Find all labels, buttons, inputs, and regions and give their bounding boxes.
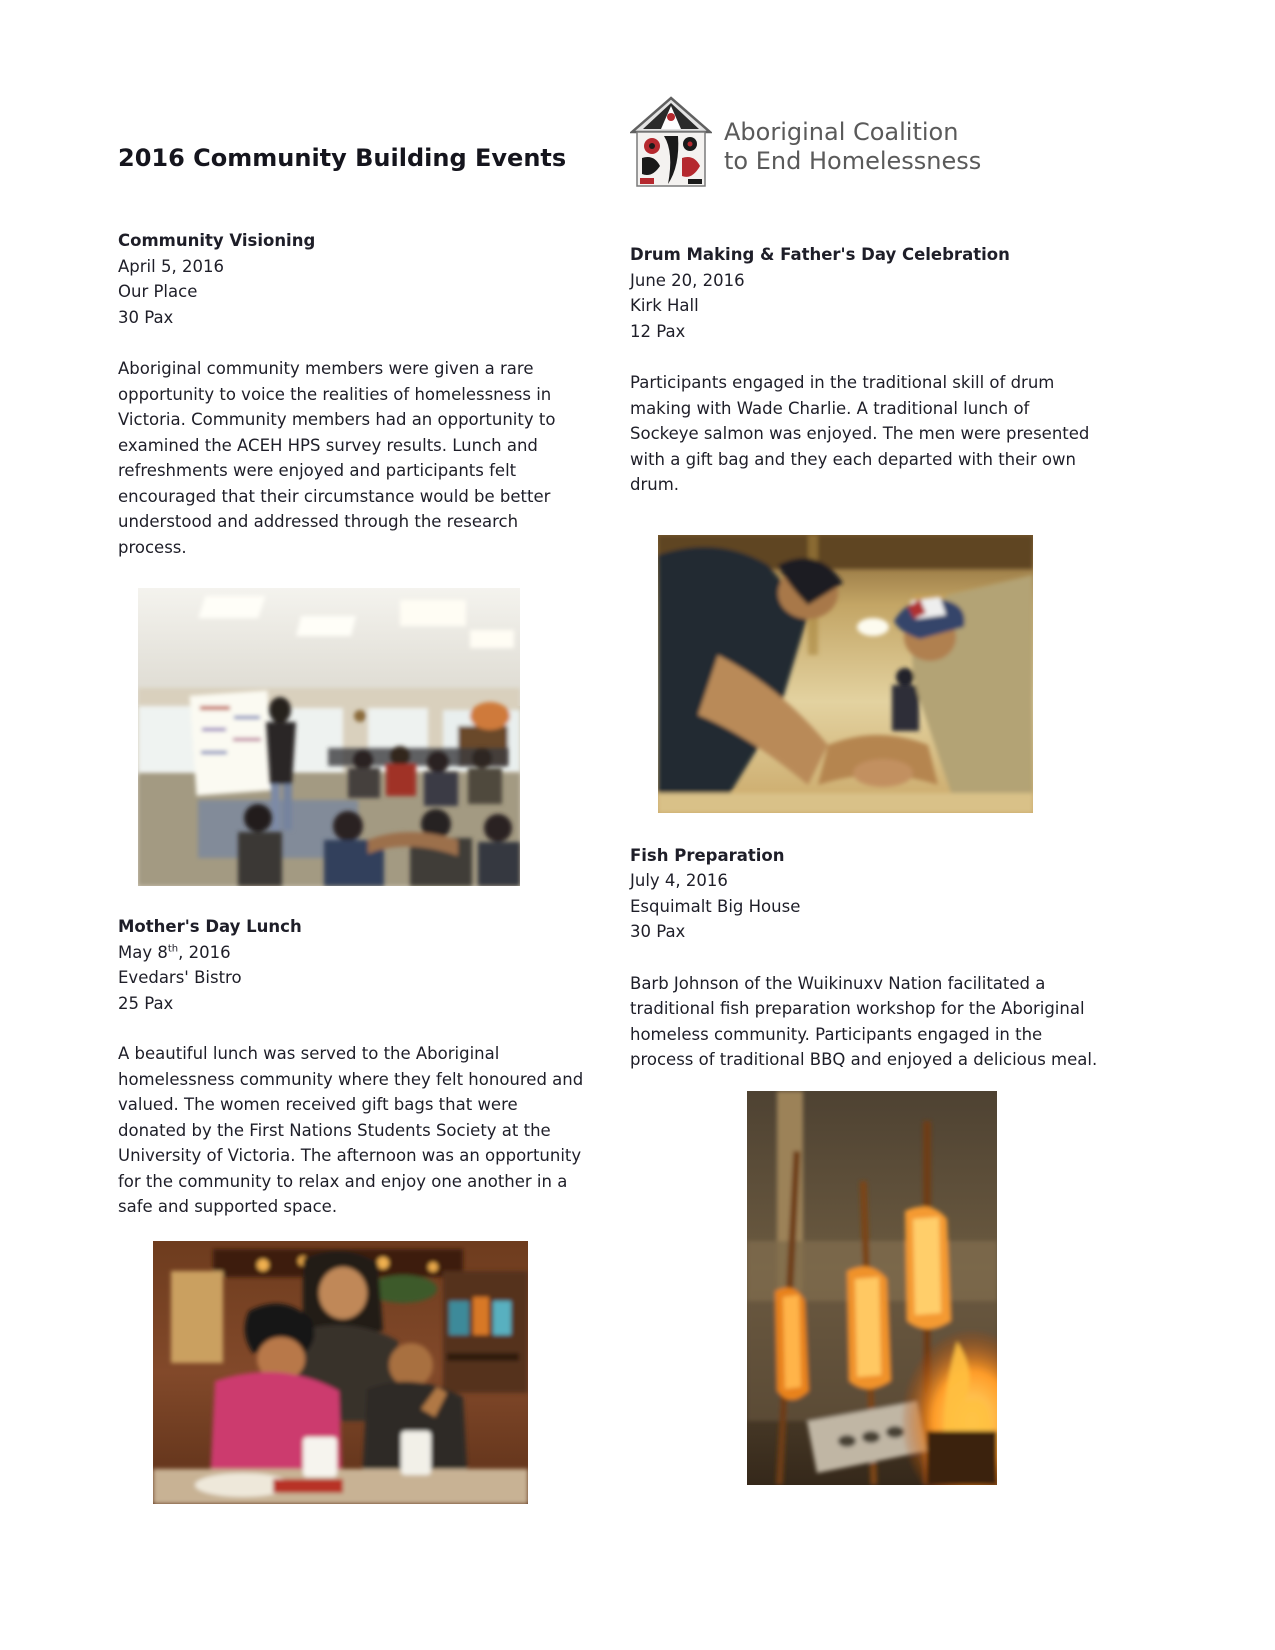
- event-description: A beautiful lunch was served to the Aboriginal homelessness community where they felt honoured and valued. The women received gift bags that were donated by the First Nations Students Society at the University of Victoria. The afternoon was an opportunity for the community to relax and enjoy one another in a safe and supported space.: [118, 1044, 584, 1216]
- event-header-drum-making: [630, 242, 1098, 344]
- event-title: Fish Preparation: [630, 845, 785, 865]
- event-title: Community Visioning: [118, 231, 316, 250]
- photo-community-visioning: [138, 588, 586, 886]
- drum-making-photo-illustration: [658, 535, 1033, 813]
- fish-fire-photo-illustration: [747, 1091, 997, 1485]
- event-date: July 4, 2016: [630, 871, 728, 890]
- left-column: [118, 143, 586, 1504]
- event-pax: 30 Pax: [630, 922, 686, 941]
- event-description: Aboriginal community members were given a rare opportunity to voice the realities of homelessness in Victoria. Community members had an opportunity to examined the ACEH HPS survey results. Lunch and refreshments were enjoyed and participants felt encouraged that their circumstance would be better understood and addressed through the research process.: [118, 359, 556, 557]
- org-name-line1: Aboriginal Coalition: [724, 118, 959, 146]
- photo-drum-making: [658, 535, 1098, 813]
- meeting-room-photo-illustration: [138, 588, 520, 886]
- event-location: Esquimalt Big House: [630, 896, 801, 916]
- org-name-line2: to End Homelessness: [724, 147, 982, 175]
- event-description: Participants engaged in the traditional skill of drum making with Wade Charlie. A traditional lunch of Sockeye salmon was enjoyed. The men were presented with a gift bag and they each departed with their own drum.: [630, 373, 1090, 494]
- event-header-fish-preparation: [630, 843, 1098, 945]
- event-location: Our Place: [118, 282, 198, 301]
- event-location: Evedars' Bistro: [118, 968, 242, 987]
- event-description: Barb Johnson of the Wuikinuxv Nation facilitated a traditional fish preparation workshop for the Aboriginal homeless community. Participants engaged in the process of traditional BBQ and enjoyed a delicious meal.: [630, 973, 1098, 1069]
- formline-house-logo-icon: [630, 96, 712, 190]
- right-column: [630, 96, 1098, 1485]
- photo-mothers-day-lunch: [153, 1241, 586, 1504]
- event-location: Kirk Hall: [630, 296, 699, 315]
- event-date: June 20, 2016: [630, 270, 745, 290]
- event-date: April 5, 2016: [118, 256, 224, 276]
- event-pax: 30 Pax: [118, 307, 174, 327]
- org-logo: [630, 96, 1098, 196]
- photo-fish-preparation: [747, 1091, 1098, 1485]
- event-title: Drum Making & Father's Day Celebration: [630, 245, 1010, 264]
- event-date: May 8th, 2016: [118, 942, 231, 962]
- event-header-community-visioning: [118, 228, 586, 330]
- event-pax: 12 Pax: [630, 321, 686, 341]
- page-title: 2016 Community Building Events: [118, 144, 567, 172]
- event-title: Mother's Day Lunch: [118, 917, 302, 936]
- bistro-photo-illustration: [153, 1241, 528, 1504]
- event-header-mothers-day-lunch: [118, 914, 586, 1016]
- org-name: [724, 118, 981, 176]
- event-pax: 25 Pax: [118, 993, 174, 1013]
